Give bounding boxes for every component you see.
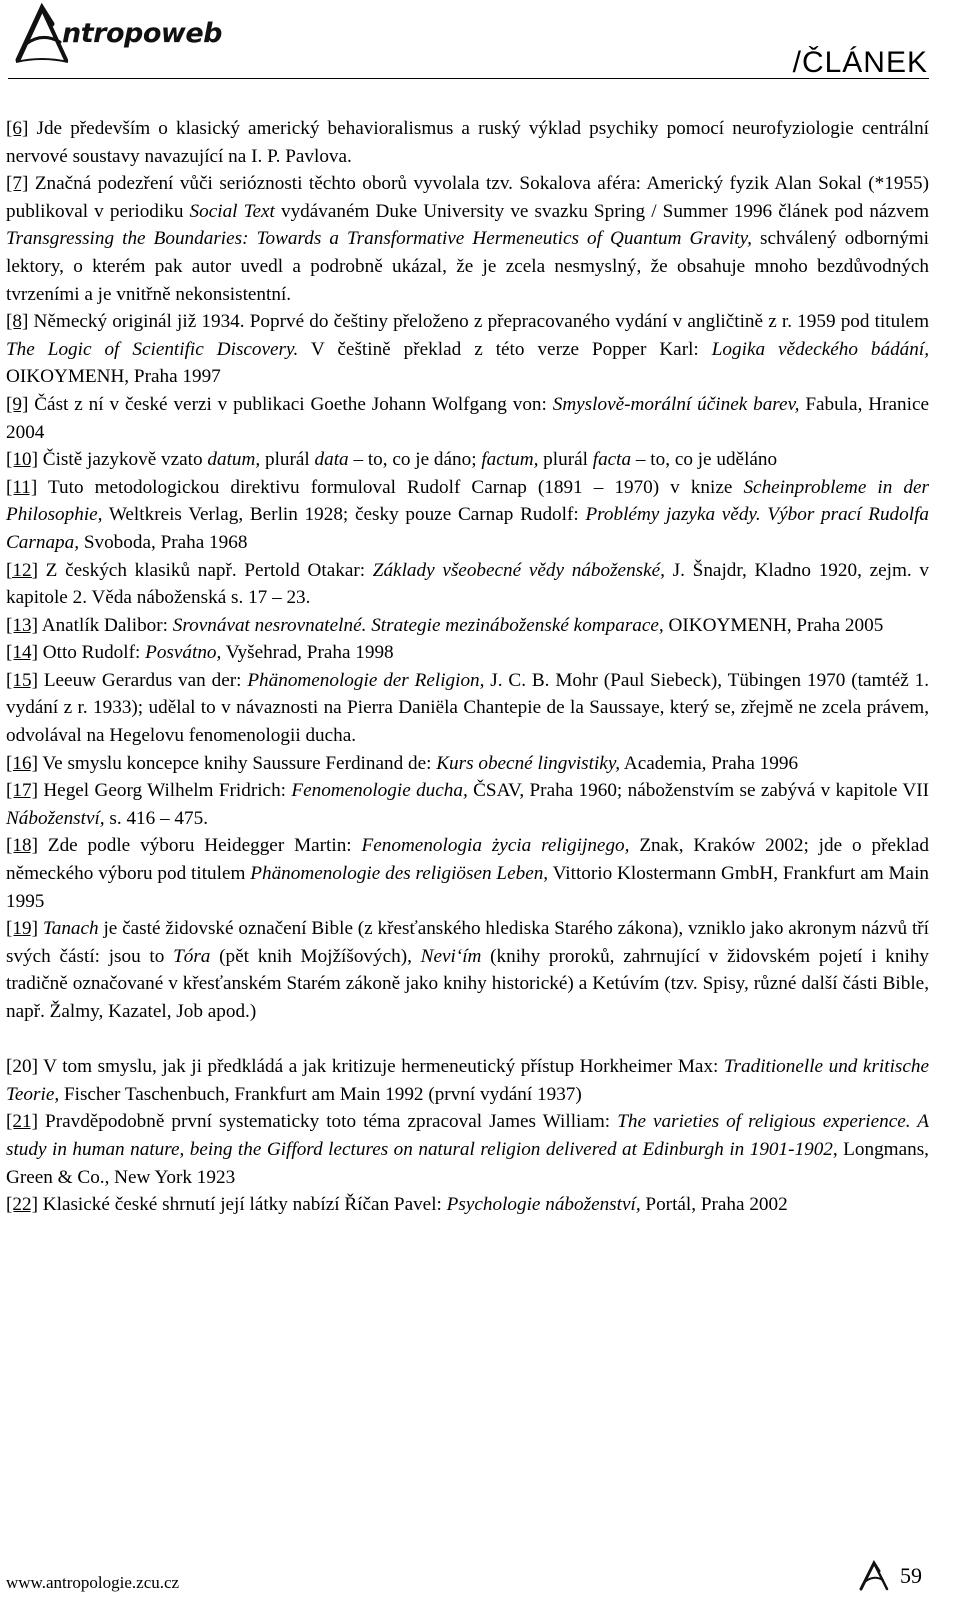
footnote-text: Vyšehrad, Praha 1998 <box>221 642 394 664</box>
footnote-title: The Logic of Scientific Discovery. <box>6 338 299 360</box>
footnote-title: Fenomenologie ducha, <box>291 780 468 802</box>
footnote-ref: [20] <box>6 1056 38 1078</box>
footnote-text: J. Šnajdr, Kladno 1920, zejm. v kapitole 2. Věda náboženská s. 17 – 23. <box>6 559 929 609</box>
page-header <box>0 0 960 80</box>
header-rule <box>8 78 929 79</box>
footnote-title: Náboženství, <box>6 807 105 829</box>
footnote-title: Tóra <box>173 945 211 967</box>
footnote-title: Scheinprobleme in der Philosophie, <box>6 476 929 526</box>
footer-url: www.antropologie.zcu.cz <box>6 1573 180 1592</box>
footnote-text: Klasické české shrnutí její látky nabízí Říčan Pavel: <box>37 1194 447 1216</box>
footnote-text: (knihy proroků, zahrnující v židovském pojetí i knihy tradičně označované v křesťanském Starém zákoně jako knihy historické) a Ketúvím (tzv. Spisy, různé další části Bible, např. Žalmy, Kazatel, Job apod.) <box>6 945 930 1022</box>
footnote-text: Značná podezření vůči serióznosti těchto oborů vyvolala tzv. Sokalova aféra: Americký fyzik Alan Sokal (*1955) publikoval v periodiku <box>6 173 929 222</box>
footnote-text: plurál <box>260 449 315 471</box>
footnote-text: J. C. B. Mohr (Paul Siebeck), Tübingen 1970 (tamtéž 1. vydání z r. 1933); udělal to v návaznosti na Pierra Daniëla Chantepie de la Saussaye, který se, zřejmě ne zcela právem, odvolával na Hegelovu fenomenologii ducha. <box>6 669 929 747</box>
footnote-text: Svoboda, Praha 1968 <box>79 531 248 553</box>
footnote-text: schválený odbornými lektory, o kterém pak autor uvedl a podrobně ukázal, že je zcela nesmyslný, že obsahuje mnoho bezdůvodných tvrzeními a je vnitřně nekonsistentní. <box>6 228 929 305</box>
footnote-text: Fischer Taschenbuch, Frankfurt am Main 1992 (první vydání 1937) <box>59 1083 582 1105</box>
footnote-ref[interactable]: [9] <box>6 393 29 415</box>
footnote-title: datum, <box>207 449 261 471</box>
footnote-ref[interactable]: [6] <box>6 118 29 139</box>
footnote <box>6 557 929 612</box>
footnote-text: OIKOYMENH, Praha 2005 <box>663 614 884 636</box>
footnote-text: V tom smyslu, jak ji předkládá a jak kritizuje hermeneutický přístup Horkheimer Max: <box>37 1056 724 1078</box>
footnote-title: data <box>314 449 349 471</box>
footnote-text: Leeuw Gerardus van der: <box>37 669 248 691</box>
footnote-text: Jde především o klasický americký behavioralismus a ruský výklad psychiky pomocí neurofyziologie centrální nervové soustavy navazující na I. P. Pavlova. <box>6 118 929 167</box>
footnote <box>6 446 929 474</box>
footnote <box>6 1053 929 1108</box>
footnote-text: Hegel Georg Wilhelm Fridrich: <box>37 780 292 802</box>
footnote-ref[interactable]: [16] <box>6 752 38 774</box>
footnote-title: Social Text <box>189 200 275 222</box>
footnote-title: The varieties of religious experience. A study in human nature, being the Gifford lectures on natural religion delivered at Edinburgh in 1901-1902 <box>6 1111 929 1160</box>
footnote <box>6 1108 929 1191</box>
footnote-title: Phänomenologie des religiösen Leben, <box>250 863 549 885</box>
footnote-text: Pravděpodobně první systematicky toto téma zpracoval James William: <box>37 1111 618 1133</box>
footnote <box>6 750 929 778</box>
footnote-ref[interactable]: [8] <box>6 311 29 333</box>
footnote-title: Phänomenologie der Religion, <box>247 669 485 691</box>
footnote-text: je časté židovské označení Bible (z křesťanského hlediska Starého zákona), vzniklo jako akronym názvů tří svých částí: jsou to <box>6 918 930 967</box>
footnote-title: Psychologie náboženství, <box>446 1194 641 1216</box>
footnote-text: OIKOYMENH, Praha 1997 <box>6 366 221 388</box>
footnote-text: Část z ní v české verzi v publikaci Goethe Johann Wolfgang von: <box>28 393 553 415</box>
footnote <box>6 777 929 832</box>
footnote-text: Zde podle výboru Heidegger Martin: <box>37 835 362 857</box>
footnote-ref[interactable]: [14] <box>6 642 38 664</box>
footnote-ref[interactable]: [18] <box>6 835 38 857</box>
footnote-ref[interactable]: [15] <box>6 669 38 691</box>
footnote-text: – to, co je dáno; <box>348 449 482 471</box>
footnote-title: Základy všeobecné vědy náboženské, <box>372 559 665 581</box>
footnote-text: Čistě jazykově vzato <box>37 449 208 471</box>
footnote-text: vydávaném Duke University ve svazku Spring / Summer 1996 článek pod názvem <box>274 200 929 222</box>
footnote-title: Smyslově-morální účinek barev, <box>552 393 800 415</box>
footnote <box>6 391 929 446</box>
footnote-ref[interactable]: [17] <box>6 780 38 802</box>
footnote-text: Tuto metodologickou direktivu formuloval Rudolf Carnap (1891 – 1970) v knize <box>37 476 744 498</box>
footnote-title: Posvátno, <box>145 642 222 664</box>
footnote-title: Transgressing the Boundaries: Towards a Transformative Hermeneutics of Quantum Gravity, <box>6 228 752 250</box>
footnote-text: Fabula, Hranice 2004 <box>6 393 929 443</box>
footnote-text: Weltkreis Verlag, Berlin 1928; česky pouze Carnap Rudolf: <box>102 504 586 526</box>
footnote <box>6 170 929 308</box>
footnote-ref[interactable]: [13] <box>6 614 38 636</box>
footnote-text: Znak, Kraków 2002; jde o překlad německého výboru pod titulem <box>6 835 930 885</box>
footnote-ref[interactable]: [10] <box>6 449 38 471</box>
logo-text: ntropoweb <box>62 18 222 49</box>
footnote-title: Nevi‘ím <box>420 945 482 967</box>
footnote-ref[interactable]: [7] <box>6 173 29 195</box>
footnote-text: Německý originál již 1934. Poprvé do češtiny přeloženo z přepracovaného vydání v angličtině z r. 1959 pod titulem <box>28 311 929 333</box>
footnote-title: Kurs obecné lingvistiky, <box>436 752 621 774</box>
footnote-title: Problémy jazyka vědy. Výbor prací Rudolfa Carnapa, <box>6 504 929 553</box>
footnote <box>6 612 929 640</box>
footer-logo-icon <box>858 1560 892 1592</box>
footnote-text: plurál <box>538 449 593 471</box>
footnote-title: Tanach <box>42 918 99 940</box>
footnote <box>6 915 929 1025</box>
footnote-title: Srovnávat nesrovnatelné. Strategie mezináboženské komparace, <box>172 614 664 636</box>
footnote-title: Traditionelle und kritische Teorie, <box>6 1056 929 1105</box>
footnote-text: Vittorio Klostermann GmbH, Frankfurt am Main 1995 <box>6 863 929 912</box>
footnote-text: – to, co je uděláno <box>631 449 778 471</box>
footnote-text: , Longmans, Green & Co., New York 1923 <box>6 1138 929 1188</box>
footnote-text: ČSAV, Praha 1960; náboženstvím se zabývá v kapitole VII <box>467 780 929 802</box>
footnote-text: V češtině překlad z této verze Popper Karl: <box>298 338 712 360</box>
footnote-ref[interactable]: [11] <box>6 476 38 498</box>
footnote-text: Portál, Praha 2002 <box>640 1194 788 1216</box>
footnote <box>6 474 929 557</box>
footnotes-list <box>6 115 929 1219</box>
footnote-text: Z českých klasiků např. Pertold Otakar: <box>37 559 373 581</box>
footnote-ref[interactable]: [12] <box>6 559 38 581</box>
footnote-title: factum, <box>481 449 539 471</box>
footnote <box>6 832 929 915</box>
footnote <box>6 115 929 170</box>
footnote-text: Academia, Praha 1996 <box>620 752 799 774</box>
footnote-text: Otto Rudolf: <box>37 642 146 664</box>
footnote <box>6 667 929 750</box>
footnote-ref[interactable]: [21] <box>6 1111 38 1133</box>
footnote <box>6 308 929 391</box>
footnote-text: (pět knih Mojžíšových), <box>210 945 421 967</box>
footnote-ref[interactable]: [22] <box>6 1194 38 1216</box>
footnote-text: Anatlík Dalibor: <box>37 614 173 636</box>
footnote-title: facta <box>592 449 632 471</box>
footnote-title: Fenomenologia życia religijnego, <box>361 835 630 857</box>
page-number: 59 <box>900 1563 922 1588</box>
footnote <box>6 1191 929 1219</box>
footnote-ref[interactable]: [19] <box>6 918 38 940</box>
footnote-text: s. 416 – 475. <box>104 807 209 829</box>
footnote <box>6 639 929 667</box>
footnote-text: Ve smyslu koncepce knihy Saussure Ferdinand de: <box>37 752 437 774</box>
section-label: /ČLÁNEK <box>792 46 928 79</box>
footnote-title: Logika vědeckého bádání, <box>711 338 930 360</box>
